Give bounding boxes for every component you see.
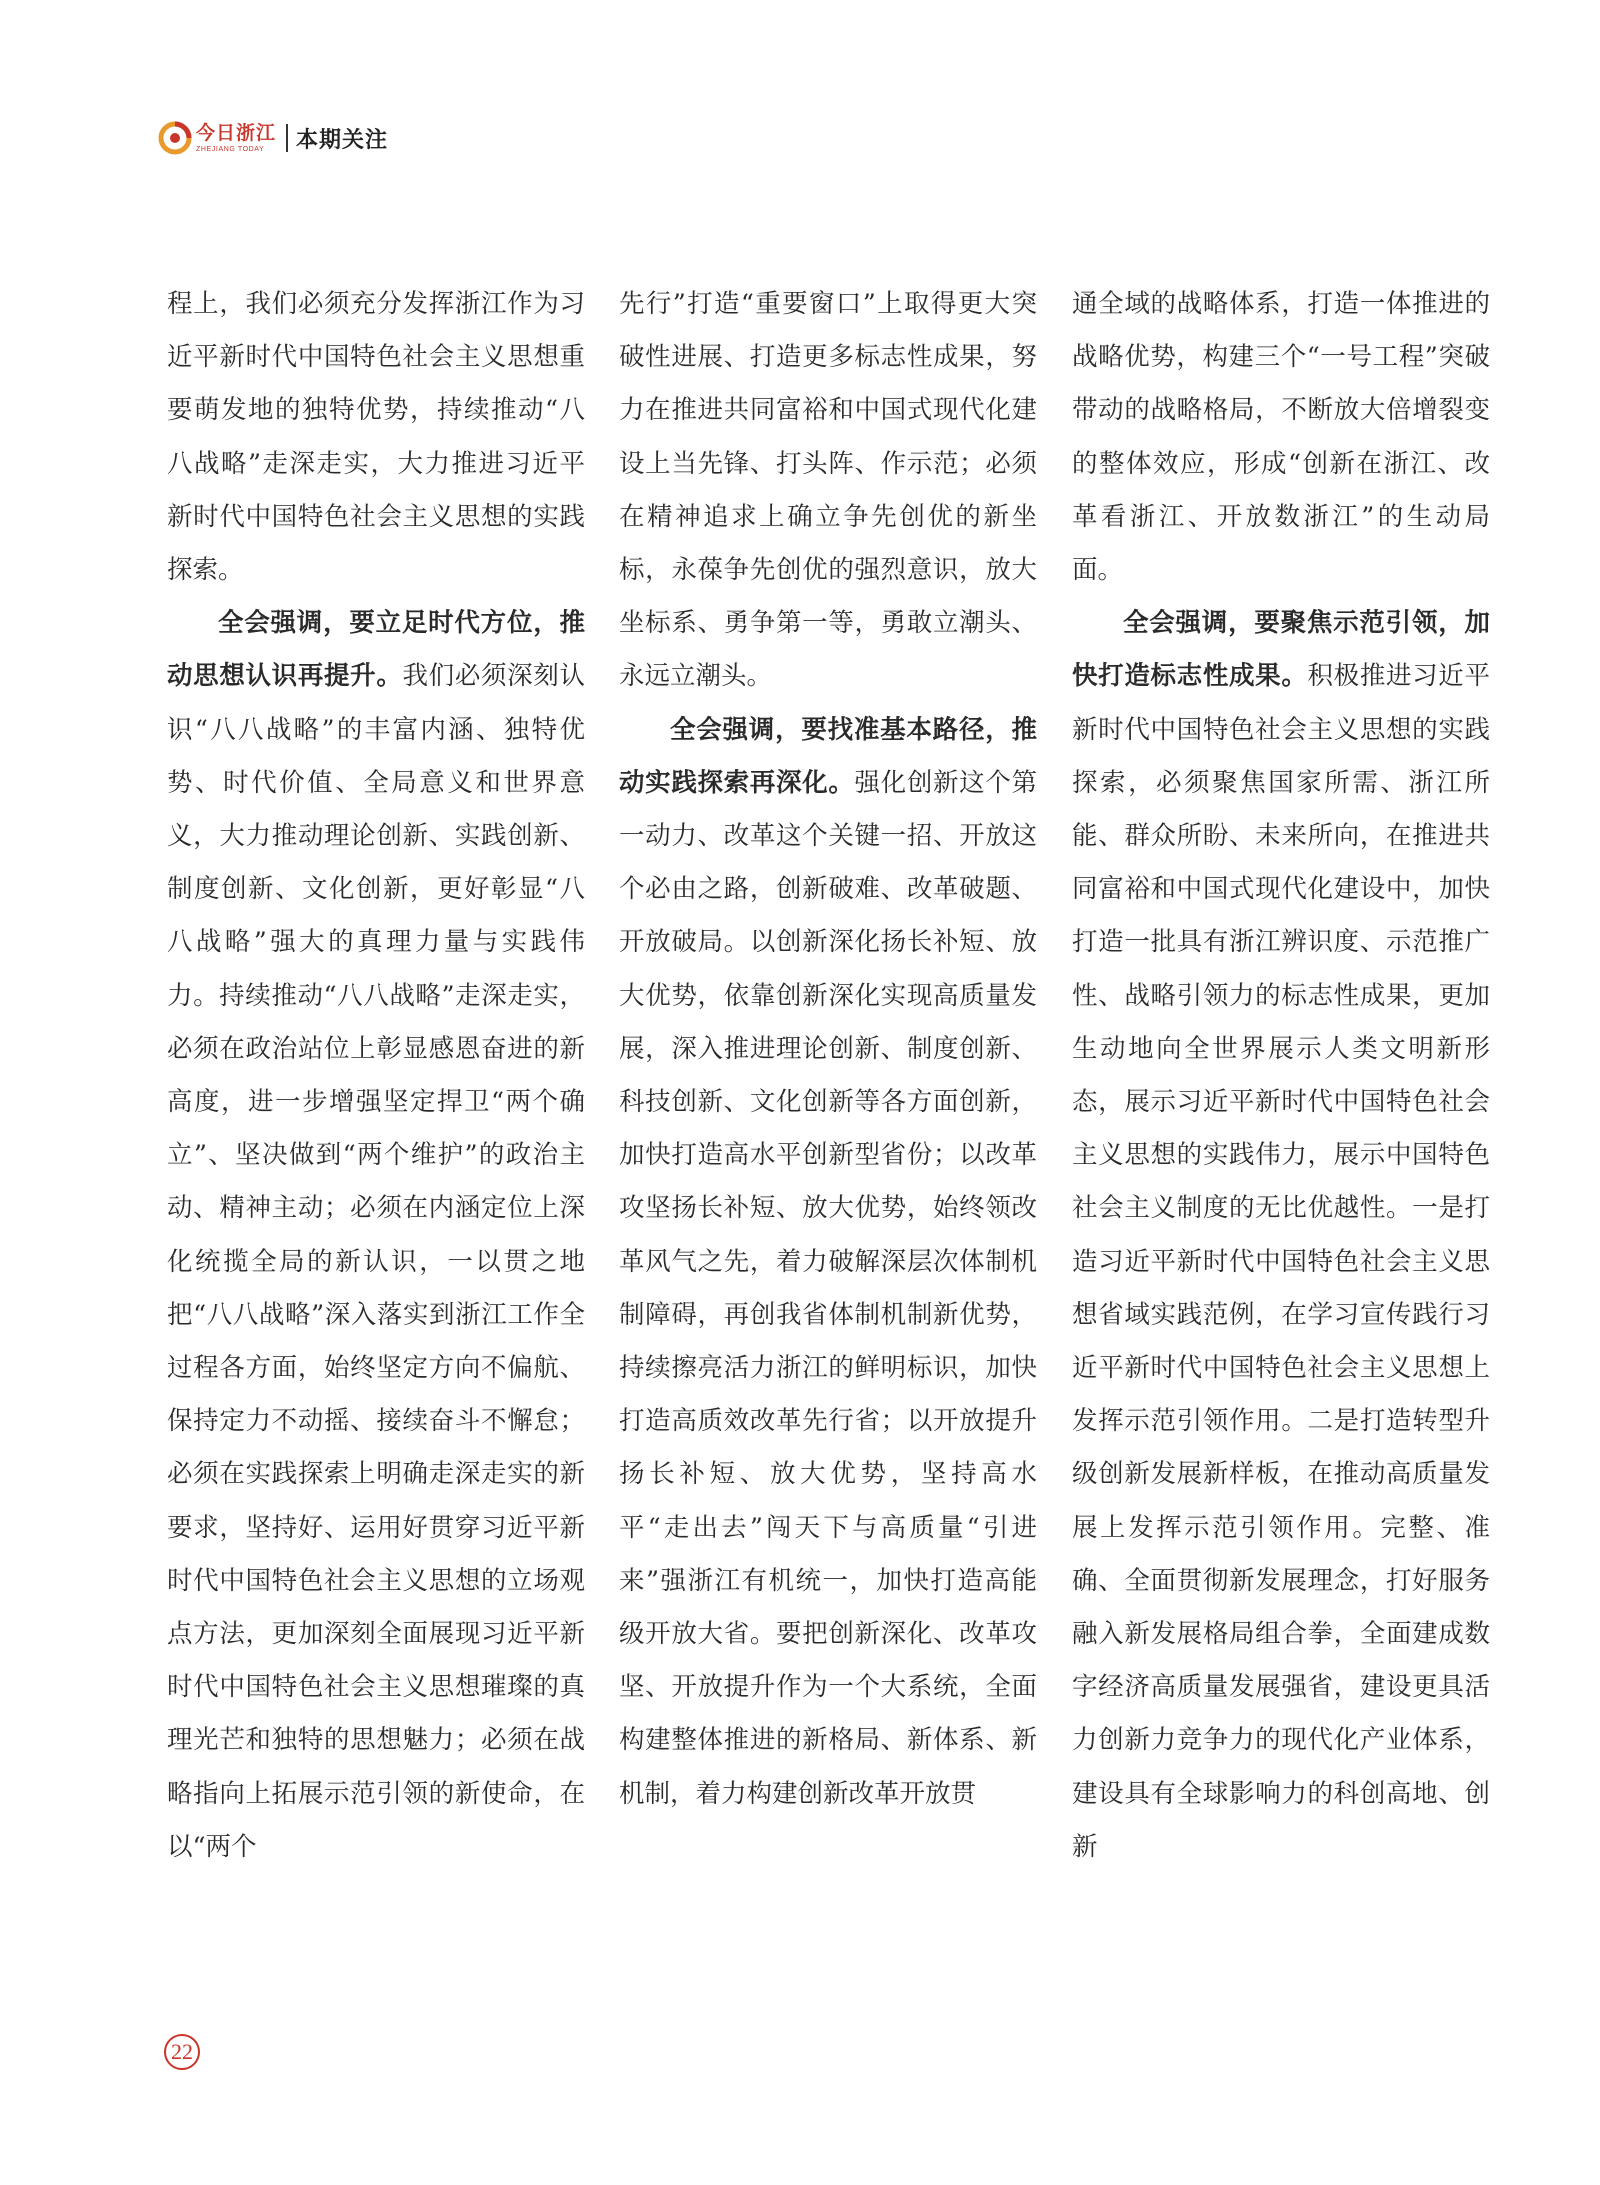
page-header	[158, 118, 388, 158]
page-number: 22	[164, 2034, 200, 2070]
paragraph-text: 我们必须深刻认识“八八战略”的丰富内涵、独特优势、时代价值、全局意义和世界意义，大力推动理论创新、实践创新、制度创新、文化创新，更好彰显“八八战略”强大的真理力量与实践伟力。持续推动“八八战略”走深走实，必须在政治站位上彰显感恩奋进的新高度，进一步增强坚定捍卫“两个确立”、坚决做到“两个维护”的政治主动、精神主动；必须在内涵定位上深化统揽全局的新认识，一以贯之地把“八八战略”深入落实到浙江工作全过程各方面，始终坚定方向不偏航、保持定力不动摇、接续奋斗不懈怠；必须在实践探索上明确走深走实的新要求，坚持好、运用好贯穿习近平新时代中国特色社会主义思想的立场观点方法，更加深刻全面展现习近平新时代中国特色社会主义思想璀璨的真理光芒和独特的思想魅力；必须在战略指向上拓展示范引领的新使命，在以“两个	[167, 661, 585, 1862]
paragraph	[167, 278, 585, 597]
paragraph	[1072, 597, 1490, 1874]
paragraph	[619, 704, 1037, 1821]
logo-wordmark	[196, 121, 277, 153]
paragraph-text: 积极推进习近平新时代中国特色社会主义思想的实践探索，必须聚焦国家所需、浙江所能、群众所盼、未来所向，在推进共同富裕和中国式现代化建设中，加快打造一批具有浙江辨识度、示范推广性、战略引领力的标志性成果，更加生动地向全世界展示人类文明新形态，展示习近平新时代中国特色社会主义思想的实践伟力，展示中国特色社会主义制度的无比优越性。一是打造习近平新时代中国特色社会主义思想省域实践范例，在学习宣传践行习近平新时代中国特色社会主义思想上发挥示范引领作用。二是打造转型升级创新发展新样板，在推动高质量发展上发挥示范引领作用。完整、准确、全面贯彻新发展理念，打好服务融入新发展格局组合拳，全面建成数字经济高质量发展强省，建设更具活力创新力竞争力的现代化产业体系，建设具有全球影响力的科创高地、创新	[1072, 661, 1490, 1862]
logo-english-name: ZHEJIANG TODAY	[196, 145, 265, 153]
paragraph-text: 先行”打造“重要窗口”上取得更大突破性进展、打造更多标志性成果，努力在推进共同富裕和中国式现代化建设上当先锋、打头阵、作示范；必须在精神追求上确立争先创优的新坐标，永葆争先创优的强烈意识，放大坐标系、勇争第一等，勇敢立潮头、永远立潮头。	[619, 289, 1037, 692]
paragraph	[1072, 278, 1490, 597]
paragraph-text: 强化创新这个第一动力、改革这个关键一招、开放这个必由之路，创新破难、改革破题、开放破局。以创新深化扬长补短、放大优势，依靠创新深化实现高质量发展，深入推进理论创新、制度创新、科技创新、文化创新等各方面创新，加快打造高水平创新型省份；以改革攻坚扬长补短、放大优势，始终领改革风气之先，着力破解深层次体制机制障碍，再创我省体制机制新优势，持续擦亮活力浙江的鲜明标识，加快打造高质效改革先行省；以开放提升扬长补短、放大优势，坚持高水平“走出去”闯天下与高质量“引进来”强浙江有机统一，加快打造高能级开放大省。要把创新深化、改革攻坚、开放提升作为一个大系统，全面构建整体推进的新格局、新体系、新机制，着力构建创新改革开放贯	[619, 767, 1037, 1809]
section-title: 本期关注	[296, 127, 389, 153]
paragraph-lead: 全会强调，要立足时代方位，推动思想认识再提升。	[167, 608, 585, 692]
paragraph	[619, 278, 1037, 704]
paragraph	[167, 597, 585, 1874]
paragraph-lead: 全会强调，要聚焦示范引领，加快打造标志性成果。	[1072, 608, 1490, 692]
header-divider	[286, 124, 288, 152]
text-column-2	[619, 278, 1037, 1821]
paragraph-lead: 全会强调，要找准基本路径，推动实践探索再深化。	[619, 714, 1037, 798]
paragraph-text: 通全域的战略体系，打造一体推进的战略优势，构建三个“一号工程”突破带动的战略格局，不断放大倍增裂变的整体效应，形成“创新在浙江、改革看浙江、开放数浙江”的生动局面。	[1072, 289, 1490, 586]
text-column-3	[1072, 278, 1490, 1874]
zhejiang-today-logo-icon	[158, 121, 192, 155]
paragraph-text: 程上，我们必须充分发挥浙江作为习近平新时代中国特色社会主义思想重要萌发地的独特优势，持续推动“八八战略”走深走实，大力推进习近平新时代中国特色社会主义思想的实践探索。	[167, 289, 585, 586]
logo-chinese-name: 今日浙江	[196, 121, 277, 144]
text-column-1	[167, 278, 585, 1874]
